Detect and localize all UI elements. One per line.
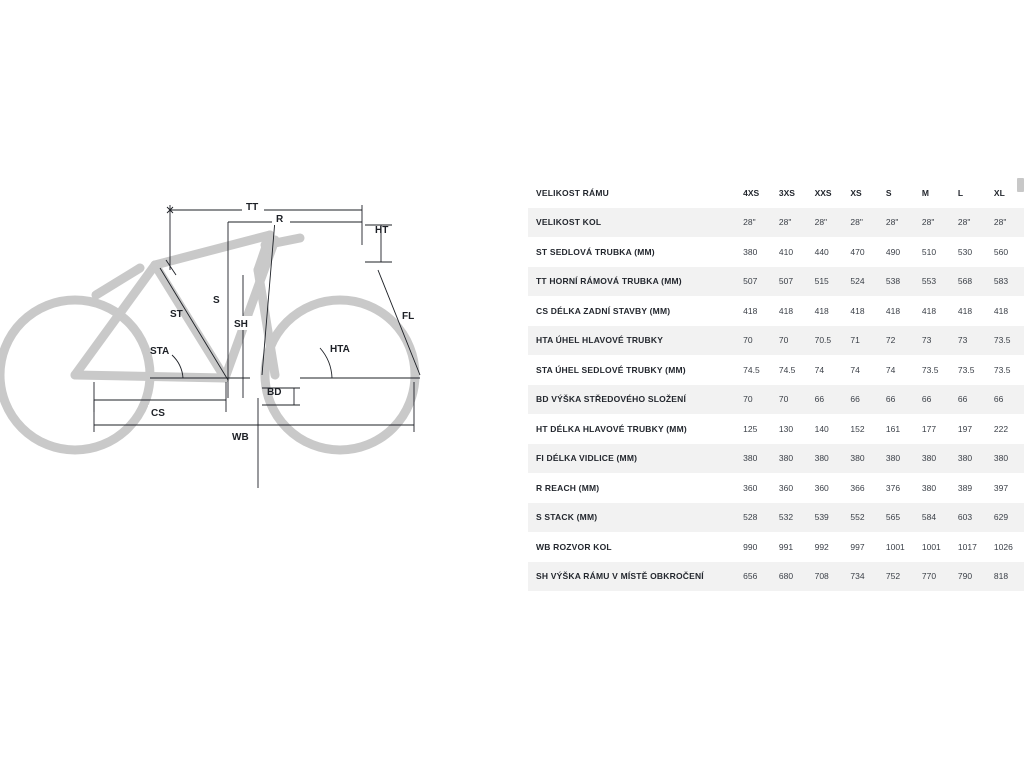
row-value: 997 xyxy=(850,541,865,552)
row-value: 380 xyxy=(921,453,937,464)
table-header-size-3: XS xyxy=(850,187,862,198)
row-value: 360 xyxy=(814,482,829,493)
seat-tube-shape xyxy=(155,265,225,378)
table-header-size-2: XXS xyxy=(814,187,832,198)
row-value: 470 xyxy=(850,246,865,257)
row-value: 376 xyxy=(885,482,901,493)
fl-dimension-line xyxy=(378,270,420,375)
row-label: WB ROZVOR KOL xyxy=(536,541,612,552)
row-value: 130 xyxy=(778,423,794,434)
label-bd: BD xyxy=(267,387,282,398)
table-header-row xyxy=(528,178,1024,208)
row-label: STA ÚHEL SEDLOVÉ TRUBKY (MM) xyxy=(536,364,686,375)
row-value: 568 xyxy=(957,276,973,287)
row-value: 991 xyxy=(778,541,794,552)
label-s: S xyxy=(213,295,220,306)
row-value: 28" xyxy=(778,217,792,228)
row-value: 66 xyxy=(850,394,860,405)
row-value: 74.5 xyxy=(743,364,760,375)
row-value: 72 xyxy=(885,335,896,346)
label-hta: HTA xyxy=(330,344,350,355)
row-value: 360 xyxy=(743,482,758,493)
seat-tube-axis xyxy=(160,268,228,380)
row-value: 708 xyxy=(814,571,829,582)
row-value: 380 xyxy=(743,453,758,464)
row-value: 515 xyxy=(814,276,829,287)
row-value: 66 xyxy=(921,394,932,405)
table-header-size-4: S xyxy=(885,187,892,198)
table-header-size-7: XL xyxy=(993,187,1005,198)
row-value: 656 xyxy=(743,571,758,582)
label-cs: CS xyxy=(151,408,165,419)
row-value: 507 xyxy=(743,276,758,287)
row-value: 553 xyxy=(921,276,937,287)
row-value: 560 xyxy=(993,246,1009,257)
table-row xyxy=(528,503,1024,533)
table-header-size-1: 3XS xyxy=(778,187,795,198)
row-value: 380 xyxy=(850,453,865,464)
row-value: 552 xyxy=(850,512,865,523)
row-value: 73 xyxy=(957,335,968,346)
row-value: 418 xyxy=(885,305,901,316)
row-value: 161 xyxy=(885,423,901,434)
row-value: 629 xyxy=(993,512,1009,523)
row-value: 990 xyxy=(743,541,758,552)
table-header-size-5: M xyxy=(921,187,929,198)
row-value: 380 xyxy=(957,453,973,464)
row-value: 538 xyxy=(885,276,901,287)
row-value: 507 xyxy=(778,276,794,287)
row-value: 380 xyxy=(921,482,937,493)
row-value: 28" xyxy=(743,217,756,228)
row-value: 418 xyxy=(814,305,829,316)
row-value: 70 xyxy=(743,394,753,405)
label-sta: STA xyxy=(150,346,170,357)
row-label: CS DÉLKA ZADNÍ STAVBY (MM) xyxy=(536,305,671,316)
row-value: 125 xyxy=(743,423,758,434)
row-value: 603 xyxy=(957,512,973,523)
top-tube-shape xyxy=(155,235,270,265)
row-value: 418 xyxy=(921,305,937,316)
row-value: 66 xyxy=(814,394,825,405)
row-value: 28" xyxy=(885,217,899,228)
row-value: 565 xyxy=(885,512,901,523)
chain-stay-shape xyxy=(75,375,225,378)
table-row xyxy=(528,208,1024,238)
row-value: 140 xyxy=(814,423,829,434)
table-row xyxy=(528,267,1024,297)
label-st: ST xyxy=(170,309,183,320)
row-value: 360 xyxy=(778,482,794,493)
row-value: 752 xyxy=(885,571,901,582)
row-value: 539 xyxy=(814,512,829,523)
row-value: 380 xyxy=(778,453,794,464)
row-value: 380 xyxy=(885,453,901,464)
row-value: 418 xyxy=(743,305,758,316)
row-label: S STACK (MM) xyxy=(536,512,598,523)
row-value: 70 xyxy=(743,335,753,346)
row-label: HTA ÚHEL HLAVOVÉ TRUBKY xyxy=(536,335,664,346)
row-label: BD VÝŠKA STŘEDOVÉHO SLOŽENÍ xyxy=(536,394,687,405)
row-value: 790 xyxy=(957,571,973,582)
row-value: 583 xyxy=(993,276,1009,287)
row-value: 1001 xyxy=(921,541,941,552)
label-fl: FL xyxy=(402,311,415,322)
row-value: 734 xyxy=(850,571,865,582)
row-label: TT HORNÍ RÁMOVÁ TRUBKA (MM) xyxy=(536,276,682,287)
row-value: 524 xyxy=(850,276,865,287)
table-row xyxy=(528,532,1024,562)
table-row xyxy=(528,237,1024,267)
table-header-label: VELIKOST RÁMU xyxy=(536,187,609,198)
row-value: 177 xyxy=(921,423,937,434)
row-value: 440 xyxy=(814,246,829,257)
label-wb: WB xyxy=(232,432,249,443)
row-label: FI DÉLKA VIDLICE (MM) xyxy=(536,453,638,464)
row-value: 992 xyxy=(814,541,829,552)
row-value: 366 xyxy=(850,482,865,493)
row-value: 418 xyxy=(957,305,973,316)
row-value: 818 xyxy=(993,571,1009,582)
label-ht: HT xyxy=(375,225,389,236)
row-label: R REACH (MM) xyxy=(536,482,600,493)
horizontal-scroll-indicator[interactable] xyxy=(1017,178,1024,192)
row-value: 680 xyxy=(778,571,794,582)
row-value: 73.5 xyxy=(993,335,1011,346)
row-value: 532 xyxy=(778,512,794,523)
row-value: 73 xyxy=(921,335,932,346)
row-value: 74 xyxy=(850,364,860,375)
row-value: 528 xyxy=(743,512,758,523)
table-header-size-6: L xyxy=(957,187,964,198)
row-value: 418 xyxy=(993,305,1009,316)
table-row xyxy=(528,385,1024,415)
row-value: 66 xyxy=(993,394,1004,405)
row-value: 584 xyxy=(921,512,937,523)
row-value: 1017 xyxy=(957,541,977,552)
row-value: 510 xyxy=(921,246,937,257)
row-value: 70.5 xyxy=(814,335,832,346)
row-value: 380 xyxy=(743,246,758,257)
row-label: HT DÉLKA HLAVOVÉ TRUBKY (MM) xyxy=(536,423,687,434)
row-value: 418 xyxy=(850,305,865,316)
row-value: 380 xyxy=(993,453,1009,464)
row-value: 28" xyxy=(957,217,971,228)
row-value: 28" xyxy=(850,217,863,228)
label-tt: TT xyxy=(246,202,259,213)
front-wheel-shape xyxy=(265,300,415,450)
table-header-size-0: 4XS xyxy=(743,187,760,198)
row-value: 74 xyxy=(885,364,896,375)
row-value: 222 xyxy=(993,423,1009,434)
row-value: 74 xyxy=(814,364,825,375)
table-row xyxy=(528,444,1024,474)
row-value: 71 xyxy=(850,335,860,346)
row-value: 28" xyxy=(921,217,935,228)
row-value: 66 xyxy=(957,394,968,405)
row-value: 397 xyxy=(993,482,1009,493)
row-value: 70 xyxy=(778,335,789,346)
row-value: 73.5 xyxy=(921,364,939,375)
row-value: 73.5 xyxy=(993,364,1011,375)
row-value: 389 xyxy=(957,482,973,493)
row-value: 74.5 xyxy=(778,364,796,375)
row-value: 197 xyxy=(957,423,973,434)
row-value: 73.5 xyxy=(957,364,975,375)
table-row xyxy=(528,473,1024,503)
row-label: ST SEDLOVÁ TRUBKA (MM) xyxy=(536,246,655,257)
row-label: SH VÝŠKA RÁMU V MÍSTĚ OBKROČENÍ xyxy=(536,571,704,582)
table-row xyxy=(528,355,1024,385)
row-value: 490 xyxy=(885,246,901,257)
row-value: 28" xyxy=(814,217,828,228)
bicycle-geometry-diagram xyxy=(0,150,520,530)
table-row xyxy=(528,296,1024,326)
geometry-table xyxy=(528,178,1024,591)
row-value: 1001 xyxy=(885,541,905,552)
table-row xyxy=(528,414,1024,444)
row-value: 380 xyxy=(814,453,829,464)
bicycle-silhouette xyxy=(0,235,415,450)
row-value: 418 xyxy=(778,305,794,316)
row-label: VELIKOST KOL xyxy=(536,217,602,228)
label-r: R xyxy=(276,214,284,225)
table-row xyxy=(528,326,1024,356)
row-value: 66 xyxy=(885,394,896,405)
row-value: 530 xyxy=(957,246,973,257)
row-value: 770 xyxy=(921,571,937,582)
row-value: 152 xyxy=(850,423,865,434)
label-sh: SH xyxy=(234,319,248,330)
row-value: 410 xyxy=(778,246,794,257)
row-value: 70 xyxy=(778,394,789,405)
row-value: 28" xyxy=(993,217,1007,228)
row-value: 1026 xyxy=(993,541,1013,552)
table-row xyxy=(528,562,1024,592)
table-body xyxy=(528,208,1024,592)
